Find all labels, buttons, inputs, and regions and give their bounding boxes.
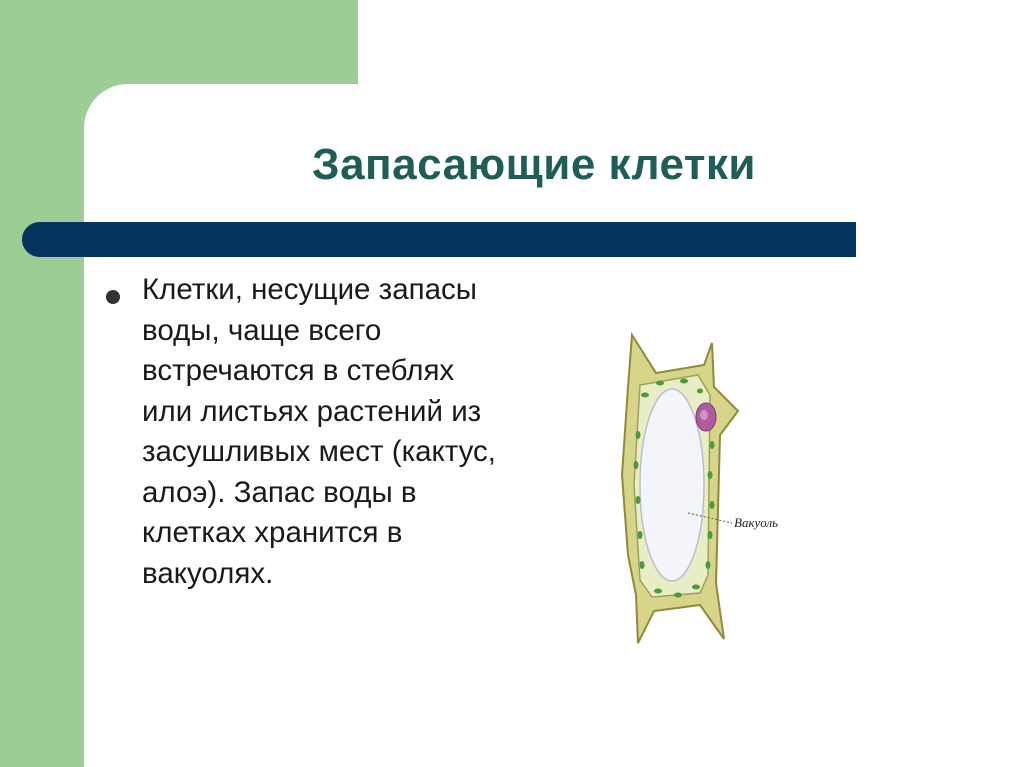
nucleolus xyxy=(700,410,708,420)
title-divider-bar xyxy=(22,222,856,257)
cell-diagram xyxy=(600,325,810,655)
vacuole-label: Вакуоль xyxy=(734,515,779,530)
vacuole xyxy=(640,389,704,581)
bullet-text: Клетки, несущие запасы воды, чаще всего встречаются в стеблях или листьях растений из засушливых мест (кактус, алоэ). Запас воды в клетках хранится в вакуолях. xyxy=(142,273,496,590)
bullet-icon xyxy=(106,290,120,304)
slide-title: Запасающие клетки xyxy=(312,140,756,189)
storage-cell-illustration xyxy=(600,325,810,655)
